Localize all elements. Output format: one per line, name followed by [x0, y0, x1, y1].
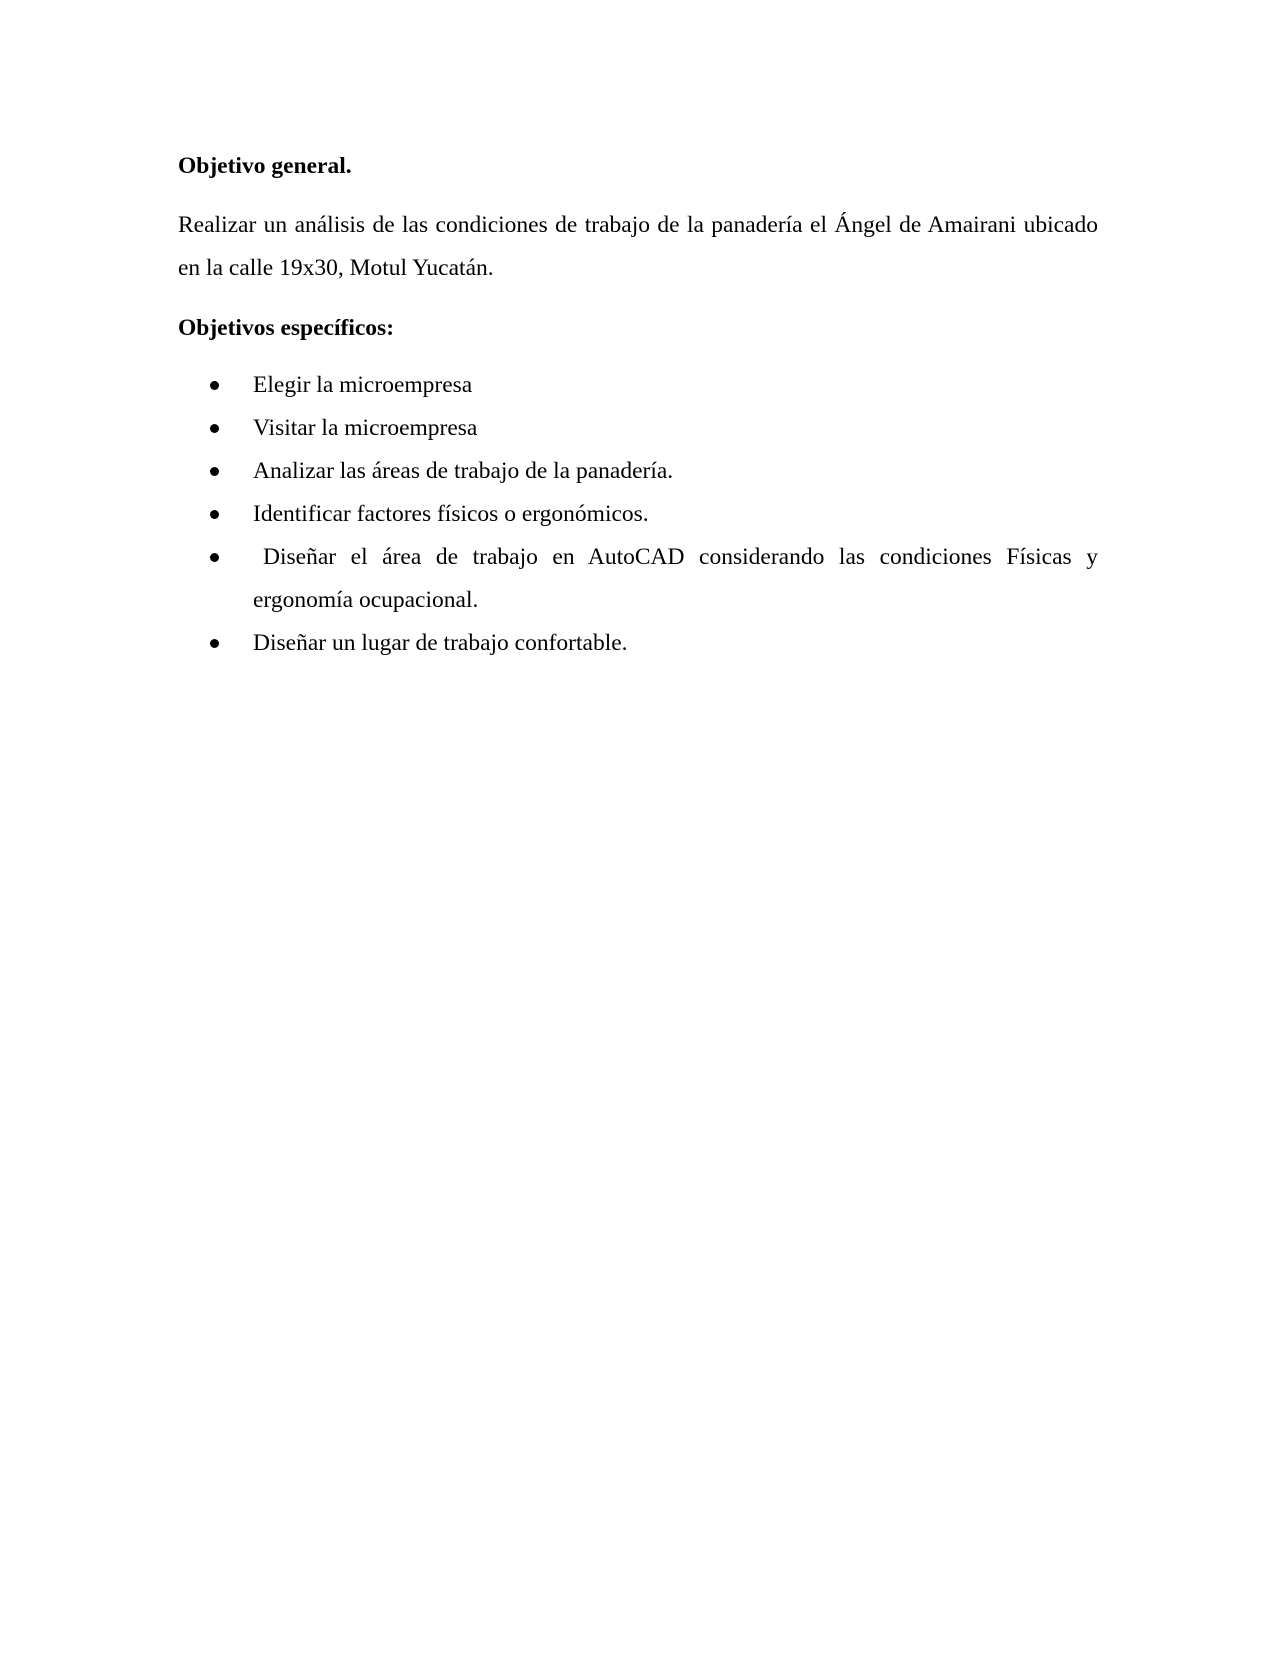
list-item-text: Elegir la microempresa: [253, 372, 473, 398]
list-item-text: Analizar las áreas de trabajo de la panadería.: [253, 458, 674, 484]
list-item-text: Visitar la microempresa: [253, 415, 478, 441]
bullet-icon: [210, 381, 219, 390]
list-item: [178, 493, 1098, 536]
general-objective-text: Realizar un análisis de las condiciones de trabajo de la panadería el Ángel de Amairani ubicado en la calle 19x30, Motul Yucatán.: [178, 212, 1098, 281]
list-item: [178, 622, 1098, 665]
general-objective-heading: Objetivo general.: [178, 153, 352, 179]
list-item: [178, 364, 1098, 407]
list-item: [178, 407, 1098, 450]
list-item: [178, 536, 1098, 622]
specific-objectives-heading: Objetivos específicos:: [178, 315, 395, 341]
specific-objectives-list: [178, 364, 1098, 665]
bullet-icon: [210, 510, 219, 519]
document-body: [178, 145, 1098, 665]
list-item-text: Diseñar un lugar de trabajo confortable.: [253, 630, 628, 656]
bullet-icon: [210, 553, 219, 562]
list-item: [178, 450, 1098, 493]
bullet-icon: [210, 424, 219, 433]
bullet-icon: [210, 467, 219, 476]
list-item-text: Diseñar el área de trabajo en AutoCAD considerando las condiciones Físicas y ergonomía ocupacional.: [253, 544, 1098, 613]
list-item-text: Identificar factores físicos o ergonómicos.: [253, 501, 649, 527]
bullet-icon: [210, 639, 219, 648]
